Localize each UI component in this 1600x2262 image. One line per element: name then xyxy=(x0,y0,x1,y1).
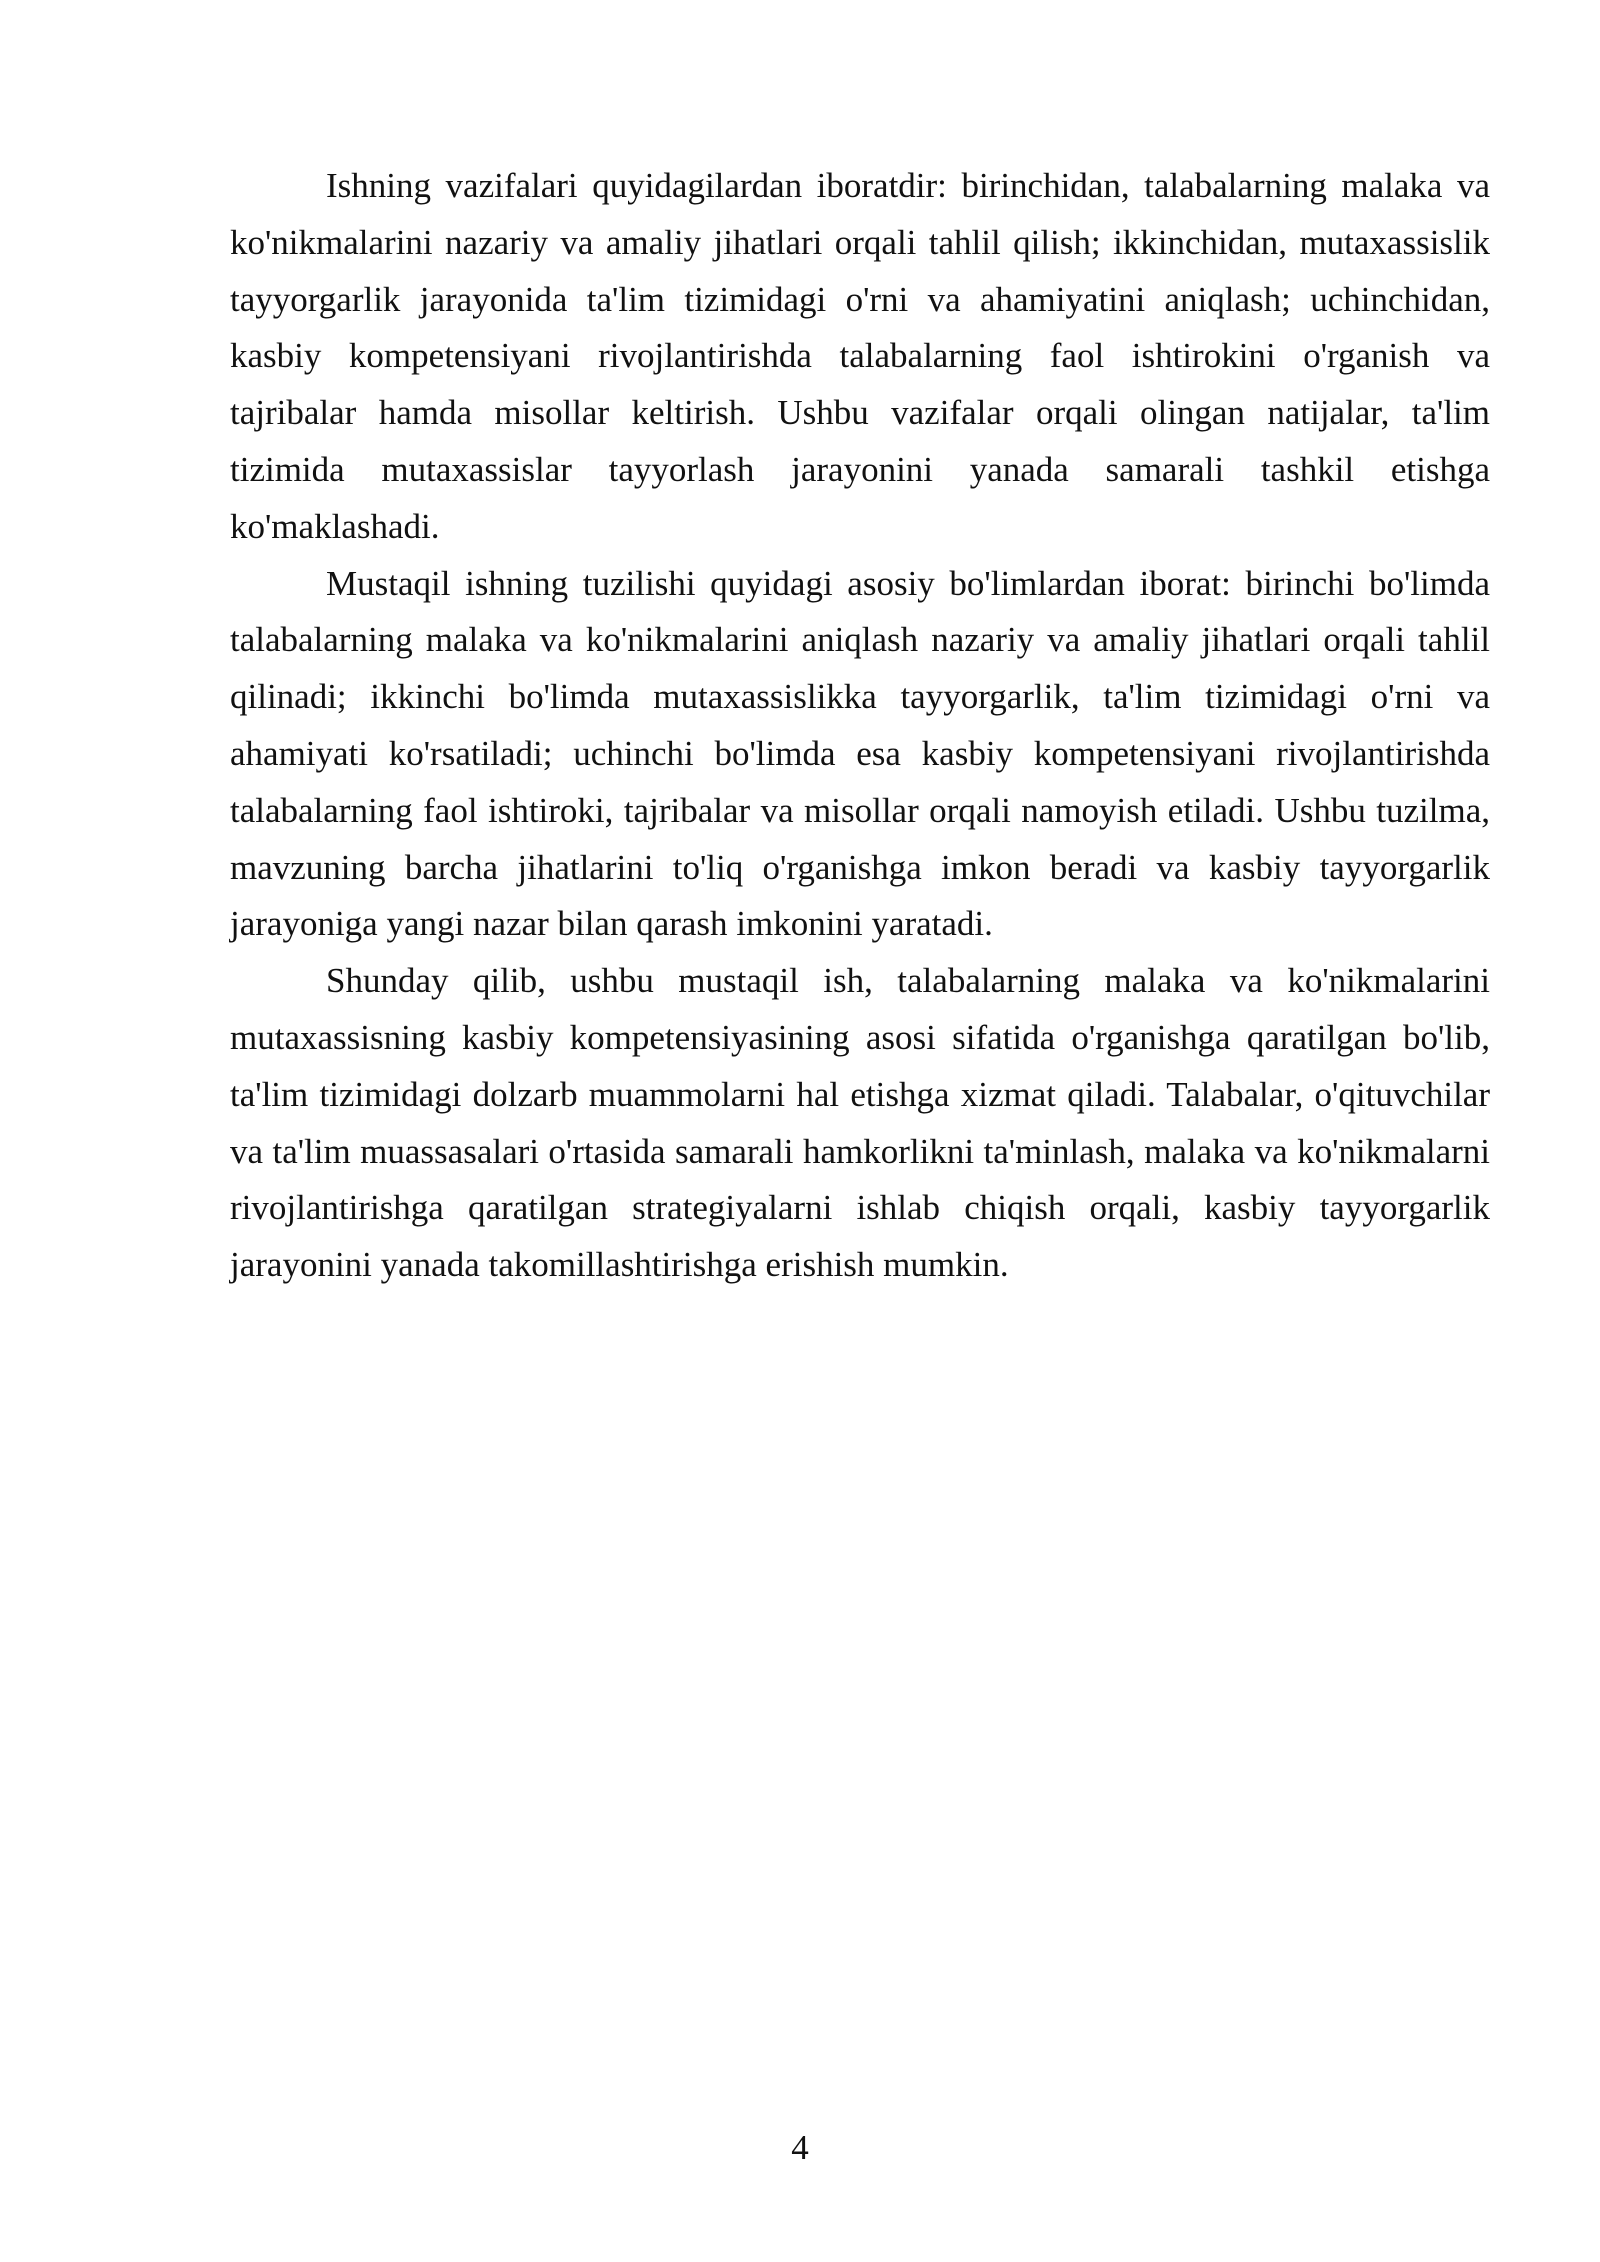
body-text xyxy=(230,158,1490,1294)
paragraph-tasks: Ishning vazifalari quyidagilardan iboratdir: birinchidan, talabalarning malaka va ko'nikmalarini nazariy va amaliy jihatlari orqali tahlil qilish; ikkinchidan, mutaxassislik tayyorgarlik jarayonida ta'lim tizimidagi o'rni va ahamiyatini aniqlash; uchinchidan, kasbiy kompetensiyani rivojlantirishda talabalarning faol ishtirokini o'rganish va tajribalar hamda misollar keltirish. Ushbu vazifalar orqali olingan natijalar, ta'lim tizimida mutaxassislar tayyorlash jarayonini yanada samarali tashkil etishga ko'maklashadi. xyxy=(230,166,1490,546)
paragraph-conclusion: Shunday qilib, ushbu mustaqil ish, talabalarning malaka va ko'nikmalarini mutaxassisning kasbiy kompetensiyasining asosi sifatida o'rganishga qaratilgan bo'lib, ta'lim tizimidagi dolzarb muammolarni hal etishga xizmat qiladi. Talabalar, o'qituvchilar va ta'lim muassasalari o'rtasida samarali hamkorlikni ta'minlash, malaka va ko'nikmalarni rivojlantirishga qaratilgan strategiyalarni ishlab chiqish orqali, kasbiy tayyorgarlik jarayonini yanada takomillashtirishga erishish mumkin. xyxy=(230,961,1490,1285)
paragraph-structure: Mustaqil ishning tuzilishi quyidagi asosiy bo'limlardan iborat: birinchi bo'limda talabalarning malaka va ko'nikmalarini aniqlash nazariy va amaliy jihatlari orqali tahlil qilinadi; ikkinchi bo'limda mutaxassislikka tayyorgarlik, ta'lim tizimidagi o'rni va ahamiyati ko'rsatiladi; uchinchi bo'limda esa kasbiy kompetensiyani rivojlantirishda talabalarning faol ishtiroki, tajribalar va misollar orqali namoyish etiladi. Ushbu tuzilma, mavzuning barcha jihatlarini to'liq o'rganishga imkon beradi va kasbiy tayyorgarlik jarayoniga yangi nazar bilan qarash imkonini yaratadi. xyxy=(230,563,1490,944)
page-number: 4 xyxy=(791,2128,809,2167)
